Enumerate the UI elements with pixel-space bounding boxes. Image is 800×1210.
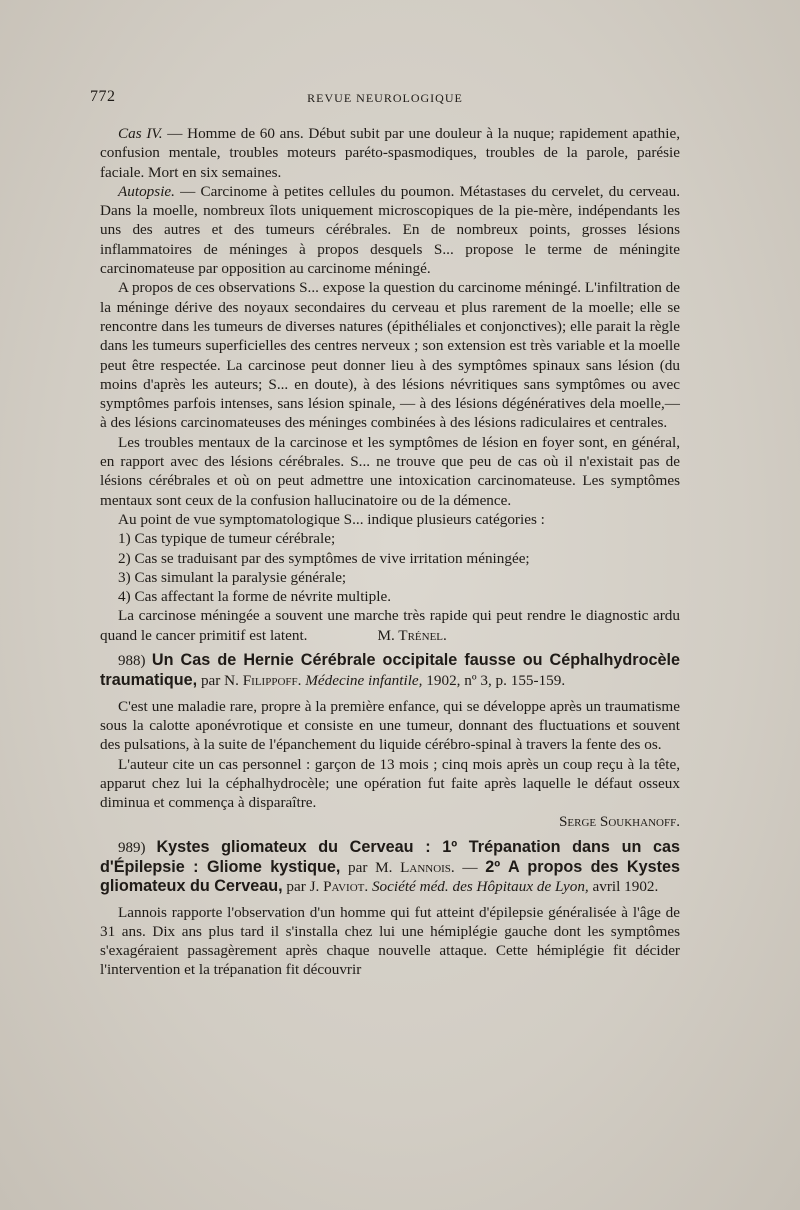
paragraph-troubles: Les troubles mentaux de la carcinose et les symptômes de lésion en foyer sont, en général, en rapport avec des lésions cérébrales. S... ne trouve que peu de cas où il n'existait pas de lésions cérébrales et où on peut admettre une intoxication carcinomateuse. Les symptômes mentaux sont ceux de la confusion hallucinatoire ou de la démence. <box>100 433 680 509</box>
article-dash: — <box>454 858 486 876</box>
article-reference: avril 1902. <box>588 878 659 896</box>
carcinose-text: La carcinose méningée a souvent une marche très rapide qui peut rendre le diagnostic ardu quand le cancer primitif est latent. <box>100 607 680 644</box>
signature-trenel: M. Trénel. <box>377 626 447 644</box>
category-list <box>100 529 680 606</box>
article-988-heading <box>100 651 680 691</box>
paragraph-cas-iv <box>100 124 680 182</box>
article-author: Filippoff. <box>242 672 302 690</box>
article-reference: 1902, nº 3, p. 155-159. <box>422 672 566 690</box>
list-item: 3) Cas simulant la paralysie générale; <box>118 568 347 586</box>
signature-soukhanoff: Serge Soukhanoff. <box>558 813 680 831</box>
list-item: 1) Cas typique de tumeur cérébrale; <box>118 530 336 548</box>
paragraph-carcinose <box>100 606 680 645</box>
article-author: Lannois. <box>400 858 455 876</box>
article-by: par N. <box>197 672 243 690</box>
article-by: par M. <box>340 858 401 876</box>
article-title-2: 2º A propos des Kystes gliomateux du Cerveau, <box>100 857 680 896</box>
article-journal: Médecine infantile, <box>305 672 423 690</box>
page-number: 772 <box>90 88 116 105</box>
article-by: par J. <box>282 878 324 896</box>
paragraph-a-propos: A propos de ces observations S... expose la question du carcinome méningé. L'infiltration de la méninge dérive des noyaux secondaires du cerveau et plus rarement de la moelle; elle se rencontre dans les tumeurs de diverses natures (épithéliales et conjonctives); elle parait la règle dans les tumeurs superficielles des centres nerveux ; son extension est très variable et la moelle peut être respectée. La carcinose peut donner lieu à des symptômes spinaux sans lésion (du moins d'après les auteurs; S... en doute), à des lésions névritiques sans symptômes ou avec symptômes parfois intenses, sans lésion spinale, — à des lésions dégénératives dela moelle,— à des lésions carcinomateuses des méninges combinées à des lésions radiculaires et centrales. <box>100 279 680 432</box>
autopsie-label: Autopsie. <box>118 182 175 200</box>
article-988-paragraph-1: C'est une maladie rare, propre à la première enfance, qui se développe après un traumatisme sous la calotte aponévrotique et consiste en une tumeur, donnant des fluctuations et souvent des pulsations, à la suite de l'épanchement du liquide cérébro-spinal à travers la fente des os. <box>100 697 680 754</box>
list-item: 4) Cas affectant la forme de névrite multiple. <box>118 588 391 606</box>
running-header <box>90 88 680 108</box>
paragraph-autopsie <box>100 182 680 278</box>
list-item: 2) Cas se traduisant par des symptômes de vive irritation méningée; <box>118 549 530 567</box>
cas-iv-label: Cas IV. <box>118 125 163 142</box>
paragraph-point-de-vue: Au point de vue symptomatologique S... indique plusieurs catégories : <box>118 510 545 528</box>
article-989-paragraph-1: Lannois rapporte l'observation d'un homme qui fut atteint d'épilepsie généralisée à l'âge de 31 ans. Dix ans plus tard il s'installa chez lui une hémiplégie gauche dont les symptômes s'exagéraient passagèrement après chaque nouvelle attaque. Cette hémiplégie fit décider l'intervention et la trépanation fit découvrir <box>100 903 680 979</box>
autopsie-text: — Carcinome à petites cellules du poumon. Métastases du cervelet, du cerveau. Dans la moelle, nombreux îlots uniquement microscopiques de la pie-mère, indépendants les uns des autres et des tumeurs cérébrales. En de nombreux points, grosses lésions inflammatoires de méninges à propos desquels S... propose le terme de méningite carcinomateuse par opposition au carcinome méningé. <box>100 182 680 278</box>
article-number: 988) <box>118 653 146 670</box>
article-988-paragraph-2: L'auteur cite un cas personnel : garçon de 13 mois ; cinq mois après un coup reçu à la tête, apparut chez lui la céphalhydrocèle; une opération fut faite après laquelle le défaut osseux diminua et commença à disparaître. <box>100 755 680 812</box>
article-number: 989) <box>118 839 146 856</box>
article-title: Un Cas de Hernie Cérébrale occipitale fausse ou Céphalhydrocèle traumatique, <box>100 651 680 690</box>
article-989-heading <box>100 838 680 897</box>
article-title: Kystes gliomateux du Cerveau : 1º Trépanation dans un cas d'Épilepsie : Gliome kystique, <box>100 837 680 876</box>
article-journal: Société méd. des Hôpitaux de Lyon, <box>368 878 589 896</box>
page-body <box>100 124 680 980</box>
article-author: Paviot. <box>323 878 369 896</box>
journal-title: REVUE NEUROLOGIQUE <box>307 91 463 105</box>
cas-iv-text: — Homme de 60 ans. Début subit par une douleur à la nuque; rapidement apathie, confusion mentale, troubles moteurs paréto-spasmodiques, troubles de la parole, parésie faciale. Mort en six semaines. <box>100 125 681 181</box>
